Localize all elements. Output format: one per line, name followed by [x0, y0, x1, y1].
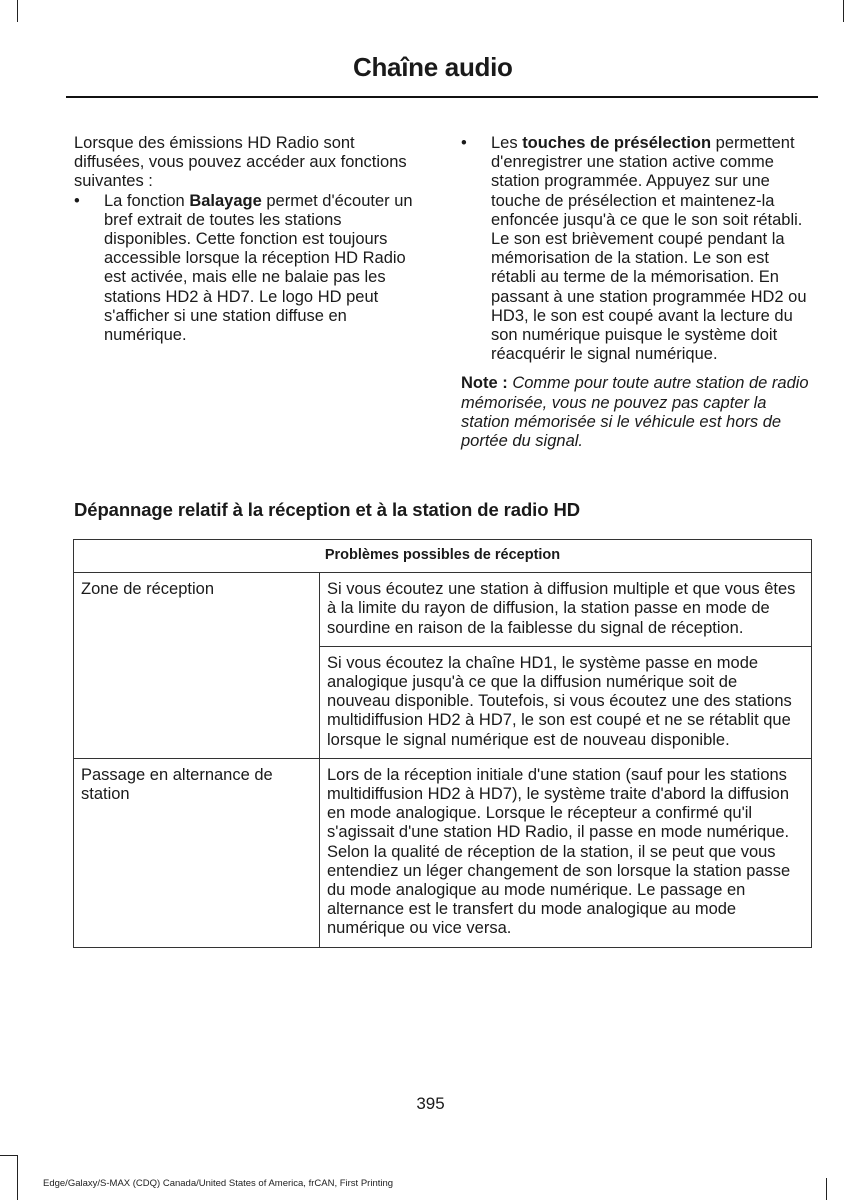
left-column	[74, 134, 426, 345]
table-header-row	[74, 540, 812, 573]
condition-cell: Passage en alternance de station	[74, 758, 320, 947]
condition-cell: Zone de réception	[74, 573, 320, 759]
bullet-balayage	[74, 192, 426, 346]
bullet-marker: •	[461, 134, 467, 152]
header-divider	[66, 96, 818, 98]
note-label: Note :	[461, 374, 508, 393]
bullet-bold-term: touches de présélection	[522, 134, 712, 152]
table-header: Problèmes possibles de réception	[74, 540, 812, 573]
description-cell: Si vous écoutez la chaîne HD1, le système passe en mode analogique jusqu'à ce que la diffusion numérique soit de nouveau disponible. Toutefois, si vous écoutez une des stations multidiffusion HD2 à HD7, le son est coupé et ne se rétablit que lorsque le signal numérique est de nouveau disponible.	[320, 646, 812, 758]
reception-issues-table	[73, 539, 812, 948]
right-column	[461, 134, 813, 451]
bullet-prefix: Les	[491, 134, 523, 152]
intro-paragraph: Lorsque des émissions HD Radio sont diffusées, vous pouvez accéder aux fonctions suivantes :	[74, 134, 407, 191]
page-number: 395	[416, 1094, 445, 1113]
crop-mark-bottom-left-h	[0, 1155, 17, 1156]
table-row	[74, 573, 812, 647]
description-cell: Lors de la réception initiale d'une station (sauf pour les stations multidiffusion HD2 à HD7), le système traite d'abord la diffusion en mode analogique. Lorsque le récepteur a confirmé qu'il s'agissait d'une station HD Radio, il passe en mode numérique. Selon la qualité de réception de la station, il se peut que vous entendiez un léger changement de son lorsque la station passe du mode analogique au mode numérique. Le passage en alternance est le transfert du mode analogique au mode numérique ou vice versa.	[320, 758, 812, 947]
bullet-text: permettent d'enregistrer une station active comme station programmée. Appuyez sur une touche de présélection et maintenez-la enfoncée jusqu'à ce que le son soit rétabli. Le son est brièvement coupé pendant la mémorisation de la station. Le son est rétabli au terme de la mémorisation. En passant à une station programmée HD2 ou HD3, le son est coupé avant la lecture du son numérique puisque le système doit réacquérir le signal numérique.	[491, 134, 807, 364]
crop-mark-top-left	[17, 0, 18, 22]
crop-mark-bottom-left	[17, 1155, 18, 1200]
bullet-preselection	[461, 134, 813, 364]
crop-mark-top-right	[843, 0, 844, 22]
bullet-marker: •	[74, 191, 80, 210]
description-cell: Si vous écoutez une station à diffusion multiple et que vous êtes à la limite du rayon de diffusion, la station passe en mode de sourdine en raison de la faiblesse du signal de réception.	[320, 573, 812, 647]
note-text: Comme pour toute autre station de radio mémorisée, vous ne pouvez pas capter la station mémorisée si le véhicule est hors de portée du signal.	[461, 374, 809, 451]
bullet-bold-term: Balayage	[189, 191, 262, 210]
crop-mark-bottom-right	[826, 1178, 827, 1200]
page-title: Chaîne audio	[353, 52, 513, 82]
table-row	[74, 758, 812, 947]
footer-text: Edge/Galaxy/S-MAX (CDQ) Canada/United States of America, frCAN, First Printing	[43, 1178, 394, 1189]
note-paragraph	[461, 374, 813, 451]
bullet-prefix: La fonction	[104, 191, 190, 210]
bullet-text: permet d'écouter un bref extrait de toutes les stations disponibles. Cette fonction est toujours accessible lorsque la réception HD Radio est activée, mais elle ne balaie pas les stations HD2 à HD7. Le logo HD peut s'afficher si une station diffuse en numérique.	[104, 191, 413, 345]
section-heading: Dépannage relatif à la réception et à la station de radio HD	[74, 499, 580, 520]
